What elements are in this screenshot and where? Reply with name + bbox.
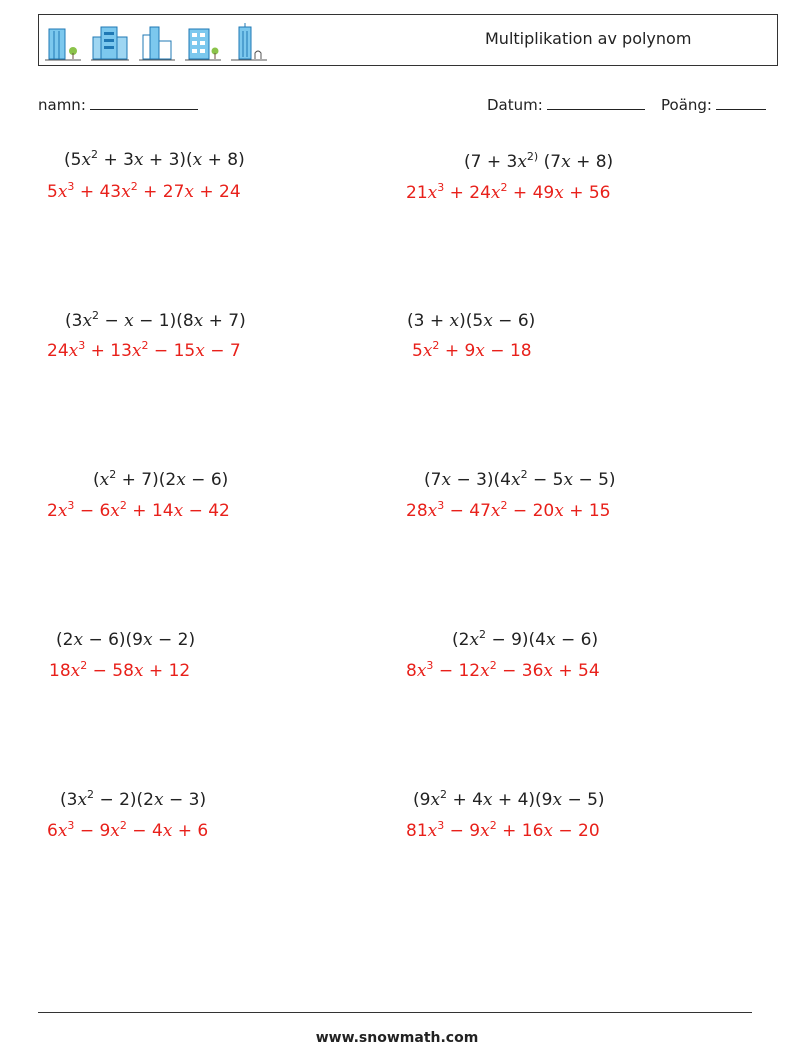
date-line[interactable] [547,94,645,110]
answer-10: $81x^3 - 9x^2 + 16x - 20$ [406,819,600,841]
name-line[interactable] [90,94,198,110]
footer-divider [38,1012,752,1013]
problem-6: $(7x - 3)(4x^2 - 5x - 5)$ [424,468,616,490]
score-line[interactable] [716,94,766,110]
apartment-tree-icon [185,23,221,61]
problem-10: $(9x^2 + 4x + 4)(9x - 5)$ [413,788,605,810]
problem-1: $(5x^2 + 3x + 3)(x + 8)$ [64,148,245,170]
problem-8: $(2x^2 - 9)(4x - 6)$ [452,628,599,650]
worksheet-title: Multiplikation av polynom [485,29,692,48]
score-label: Poäng: [661,96,712,114]
problem-7: (2x − 6)(9x − 2) [56,630,196,650]
date-label: Datum: [487,96,543,114]
building-tree-icon [45,23,81,61]
answer-7: $18x^2 - 58x + 12$ [49,659,191,681]
footer-site[interactable]: www.snowmath.com [315,1030,479,1046]
name-field [38,94,198,114]
answer-2: $21x^3 + 24x^2 + 49x + 56$ [406,181,611,203]
name-label: namn: [38,96,86,114]
date-field [487,94,645,114]
problem-5: $(x^2 + 7)(2x - 6)$ [93,468,229,490]
city-skyline-icon [139,23,175,61]
answer-1: $5x^3 + 43x^2 + 27x + 24$ [47,180,241,202]
office-building-icon [91,23,129,61]
problem-4: (3 + x)(5x − 6) [407,311,536,331]
tower-icon [231,23,267,61]
answer-4: $5x^2 + 9x - 18$ [412,339,532,361]
score-field [661,94,766,114]
answer-3: $24x^3 + 13x^2 - 15x - 7$ [47,339,241,361]
answer-6: $28x^3 - 47x^2 - 20x + 15$ [406,499,611,521]
answer-5: $2x^3 - 6x^2 + 14x - 42$ [47,499,230,521]
header-icons [45,21,267,61]
answer-8: $8x^3 - 12x^2 - 36x + 54$ [406,659,600,681]
problem-3: $(3x^2 - x - 1)(8x + 7)$ [65,309,246,331]
answer-9: $6x^3 - 9x^2 - 4x + 6$ [47,819,209,841]
problem-9: $(3x^2 - 2)(2x - 3)$ [60,788,207,810]
problem-2: ($7 + 3x^{2)}$ (7x + 8) [464,150,614,172]
header-box [38,14,778,66]
